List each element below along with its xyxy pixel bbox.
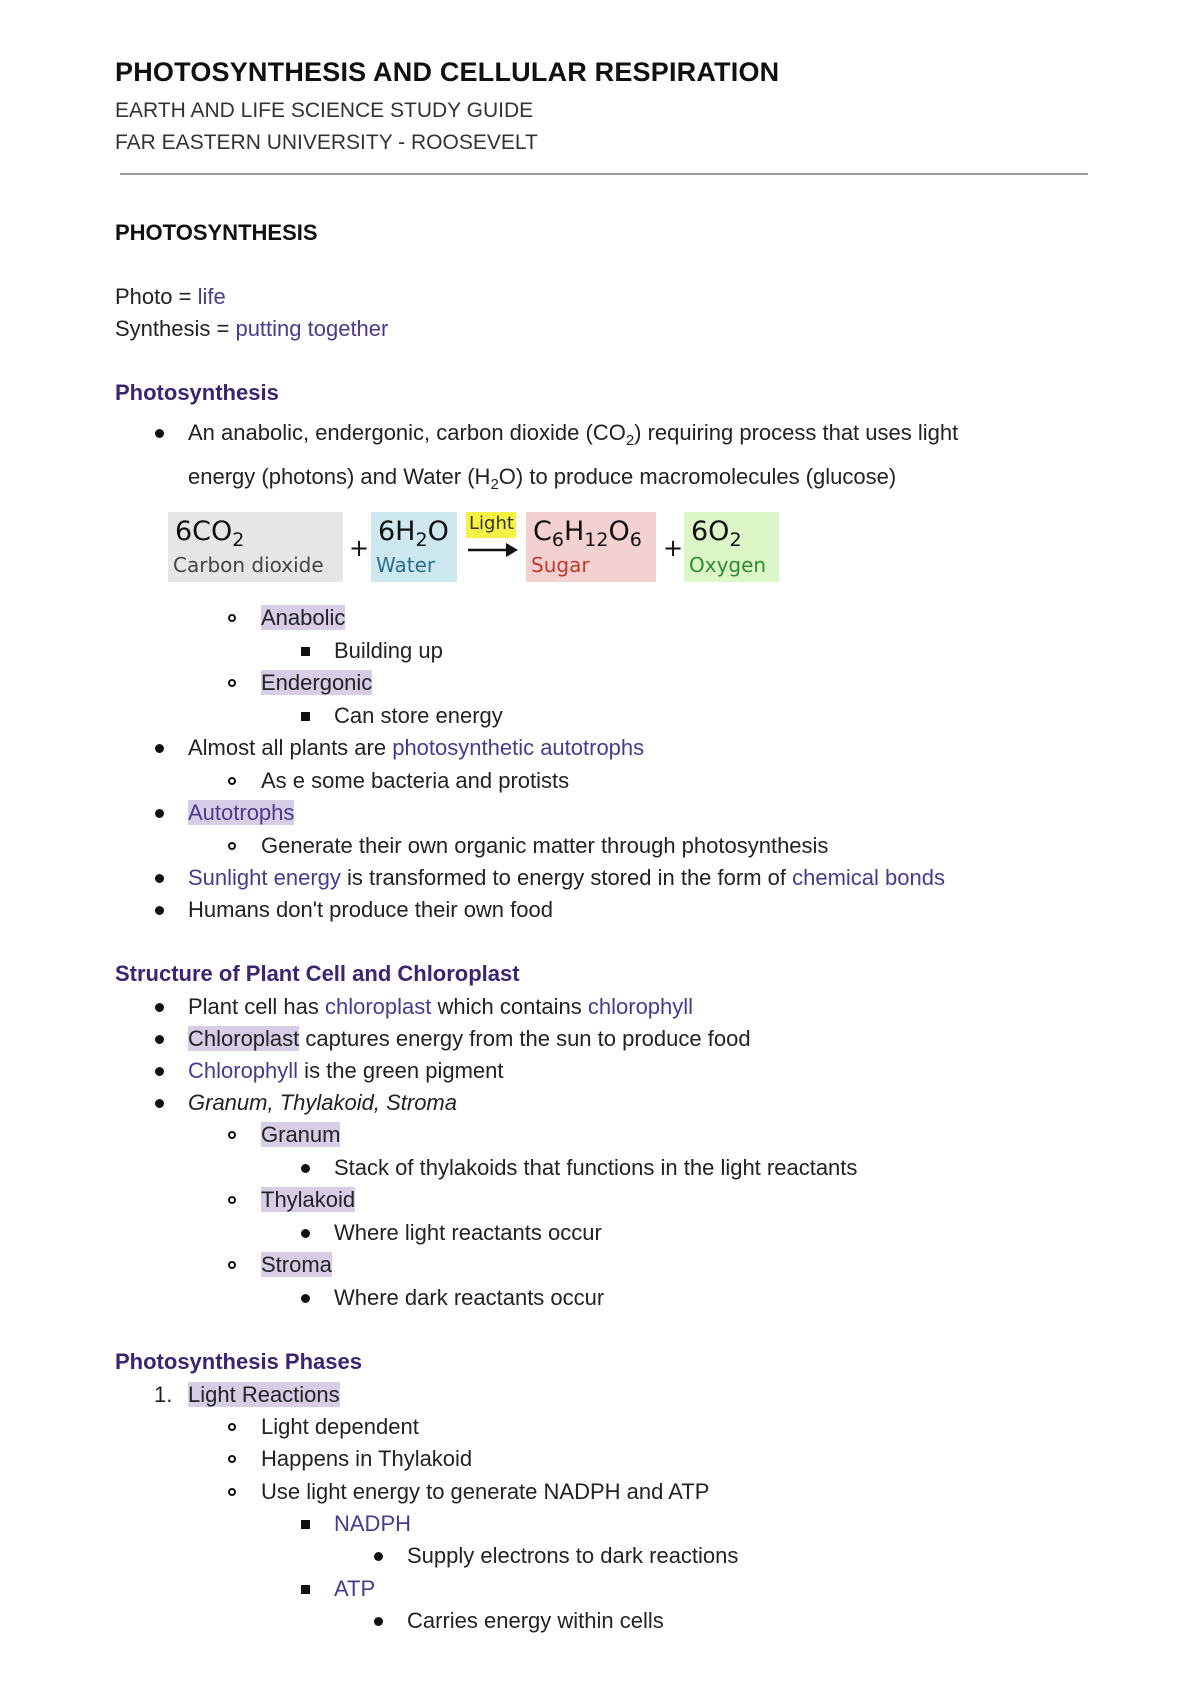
bullet-dot [155,744,164,753]
carbon-dioxide-box: $6CO_2$ Carbon dioxide [168,512,343,582]
list-item: Chloroplast captures energy from the sun to produce food [188,1026,751,1051]
list-item: Where dark reactants occur [334,1285,605,1310]
bullet-dot [301,1164,310,1173]
document-title: PHOTOSYNTHESIS AND CELLULAR RESPIRATION [115,57,780,87]
list-item: Humans don't produce their own food [188,897,553,922]
list-item: Stack of thylakoids that functions in the light reactants [334,1155,858,1180]
light-label-box: Light [466,512,516,538]
list-number: 1. [154,1382,173,1407]
list-item: Building up [334,638,443,663]
heading-photosynthesis: Photosynthesis [115,380,279,405]
list-item: Plant cell has chloroplast which contains chlorophyll [188,994,694,1019]
list-item: An anabolic, endergonic, carbon dioxide $(CO_2)$ requiring process that uses light [188,420,959,449]
definition-value: putting together [235,316,389,341]
bullet-circle [228,1261,236,1269]
bullet-circle [228,842,236,850]
document-institution: FAR EASTERN UNIVERSITY - ROOSEVELT [115,131,538,154]
list-item: Can store energy [334,703,503,728]
list-item: Chlorophyll is the green pigment [188,1058,504,1083]
bullet-dot [155,1035,164,1044]
list-item: Generate their own organic matter through photosynthesis [261,833,829,858]
bullet-circle [228,1423,236,1431]
bullet-dot [155,906,164,915]
document-subtitle: EARTH AND LIFE SCIENCE STUDY GUIDE [115,99,534,122]
bullet-dot [155,1003,164,1012]
bullet-dot [155,1067,164,1076]
list-item: Happens in Thylakoid [261,1446,473,1471]
bullet-circle [228,1196,236,1204]
bullet-square [301,712,310,721]
plus-sign: + [349,534,370,562]
bullet-dot [301,1229,310,1238]
heading-structure: Structure of Plant Cell and Chloroplast [115,961,520,986]
bullet-dot [155,429,164,438]
list-item: Autotrophs [188,800,295,825]
list-item: Light dependent [261,1414,419,1439]
list-item: Almost all plants are photosynthetic autotrophs [188,735,645,760]
definition-term: Synthesis = [115,316,236,341]
header-divider [120,173,1088,175]
bullet-dot [374,1617,383,1626]
definition-synthesis [115,315,388,343]
list-item: Where light reactants occur [334,1220,602,1245]
list-item: Use light energy to generate NADPH and ATP [261,1479,710,1504]
bullet-circle [228,1455,236,1463]
definition-term: Photo = [115,284,198,309]
heading-phases: Photosynthesis Phases [115,1349,362,1374]
bullet-circle [228,614,236,622]
bullet-dot [301,1294,310,1303]
list-item: Stroma [261,1252,332,1277]
bullet-square [301,1585,310,1594]
list-item: Endergonic [261,670,373,695]
list-item: Supply electrons to dark reactions [407,1543,739,1568]
list-item: Thylakoid [261,1187,356,1212]
list-item: Light Reactions [188,1382,340,1407]
list-item: Carries energy within cells [407,1608,664,1633]
bullet-dot [155,809,164,818]
bullet-circle [228,777,236,785]
list-item: NADPH [334,1511,412,1536]
definition-value: life [197,284,226,309]
plus-sign: + [663,534,684,562]
definition-photo [115,283,226,311]
list-item-continued: energy (photons) and Water $(H_2O)$ to produce macromolecules (glucose) [188,464,897,493]
sugar-box: $C_6H_{12}O_6$ Sugar [526,512,656,582]
reaction-arrow-icon [466,540,520,560]
list-item: Granum, Thylakoid, Stroma [188,1090,457,1115]
list-item: As e some bacteria and protists [261,768,570,793]
bullet-circle [228,679,236,687]
section-title: PHOTOSYNTHESIS [115,220,318,245]
bullet-circle [228,1131,236,1139]
list-item: Anabolic [261,605,346,630]
bullet-dot [155,1099,164,1108]
water-box: $6H_2O$ Water [371,512,457,582]
bullet-dot [155,874,164,883]
bullet-square [301,1520,310,1529]
list-item: Granum [261,1122,341,1147]
list-item: ATP [334,1576,376,1601]
list-item: Sunlight energy is transformed to energy stored in the form of chemical bonds [188,865,945,890]
bullet-square [301,647,310,656]
bullet-circle [228,1488,236,1496]
oxygen-box: $6O_2$ Oxygen [684,512,779,582]
bullet-dot [374,1552,383,1561]
